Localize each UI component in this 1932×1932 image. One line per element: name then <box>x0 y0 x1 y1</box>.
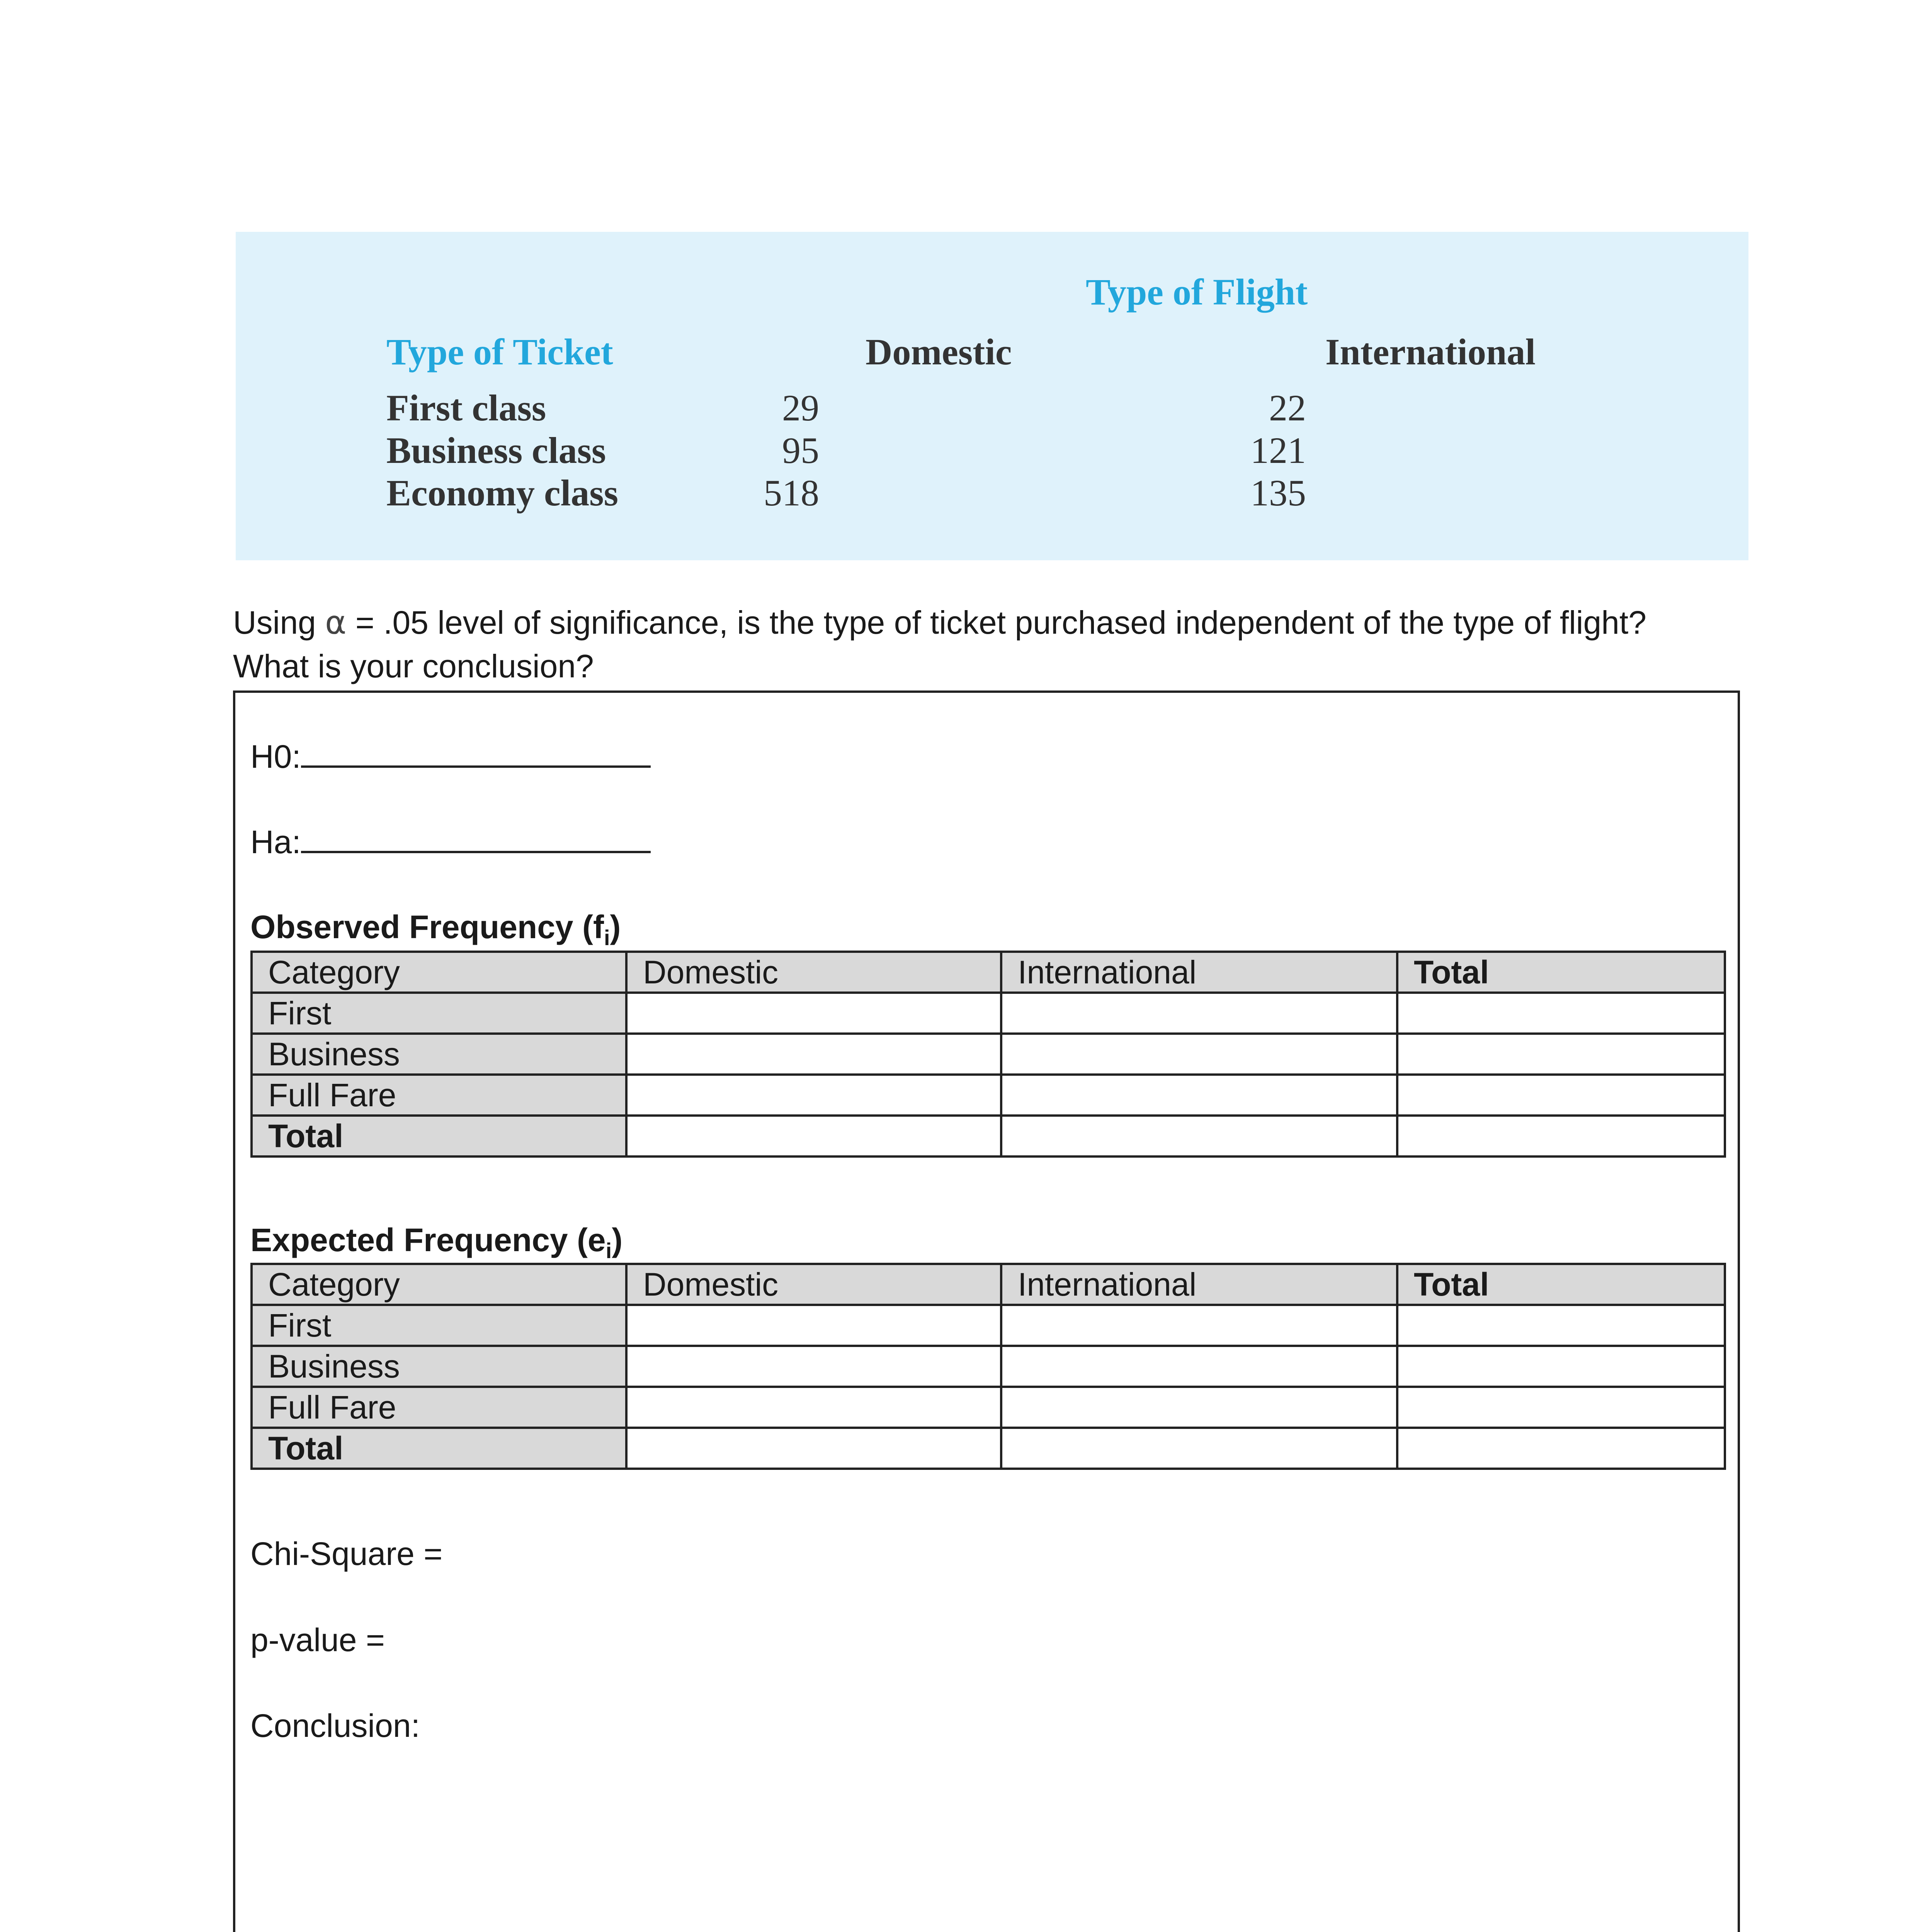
observed-title-text: Observed Frequency (f <box>250 909 604 945</box>
row-business: Business <box>252 1346 626 1387</box>
expected-close-paren: ) <box>612 1222 623 1258</box>
row-label-business-class: Business class <box>386 430 606 471</box>
observed-first-international-cell[interactable] <box>1001 993 1397 1034</box>
row-label-first-class: First class <box>386 387 546 429</box>
table-row <box>252 1346 1725 1387</box>
observed-fullfare-international-cell[interactable] <box>1001 1075 1397 1116</box>
observed-total-international-cell[interactable] <box>1001 1116 1397 1156</box>
expected-business-total-cell[interactable] <box>1397 1346 1725 1387</box>
row-label-economy-class: Economy class <box>386 472 618 514</box>
expected-total-international-cell[interactable] <box>1001 1428 1397 1469</box>
domestic-economy-value: 518 <box>764 472 819 514</box>
question-line-1 <box>233 601 1895 644</box>
ha-text: Ha: <box>250 824 301 860</box>
international-business-value: 121 <box>1250 430 1306 471</box>
row-first: First <box>252 1305 626 1346</box>
question-pre: Using <box>233 604 325 641</box>
row-total: Total <box>252 1428 626 1469</box>
observed-business-domestic-cell[interactable] <box>626 1034 1001 1075</box>
observed-close-paren: ) <box>610 909 621 945</box>
expected-first-international-cell[interactable] <box>1001 1305 1397 1346</box>
table-row <box>252 1305 1725 1346</box>
observed-total-total-cell[interactable] <box>1397 1116 1725 1156</box>
expected-fullfare-domestic-cell[interactable] <box>626 1387 1001 1428</box>
ha-blank[interactable] <box>301 824 651 853</box>
h0-blank[interactable] <box>301 738 651 768</box>
table-row <box>252 1387 1725 1428</box>
domestic-business-value: 95 <box>782 430 819 471</box>
observed-first-total-cell[interactable] <box>1397 993 1725 1034</box>
type-of-ticket-header: Type of Ticket <box>386 331 613 372</box>
conclusion-label: Conclusion: <box>250 1708 420 1744</box>
header-international: International <box>1001 952 1397 993</box>
observed-frequency-table <box>250 951 1726 1158</box>
alpha-symbol: α <box>325 604 347 641</box>
expected-business-international-cell[interactable] <box>1001 1346 1397 1387</box>
chi-square-label: Chi-Square = <box>250 1536 443 1572</box>
table-row <box>252 1034 1725 1075</box>
observed-subscript: i <box>604 925 610 950</box>
expected-subscript: i <box>605 1238 612 1263</box>
row-full-fare: Full Fare <box>252 1387 626 1428</box>
p-value-label: p-value = <box>250 1622 385 1658</box>
international-first-value: 22 <box>1269 387 1306 429</box>
expected-fullfare-international-cell[interactable] <box>1001 1387 1397 1428</box>
expected-fullfare-total-cell[interactable] <box>1397 1387 1725 1428</box>
observed-fullfare-total-cell[interactable] <box>1397 1075 1725 1116</box>
header-international: International <box>1001 1264 1397 1305</box>
table-row <box>252 952 1725 993</box>
table-row <box>252 1116 1725 1156</box>
expected-title-text: Expected Frequency (e <box>250 1222 606 1258</box>
row-total: Total <box>252 1116 626 1156</box>
flight-data-box <box>236 232 1748 560</box>
header-category: Category <box>252 1264 626 1305</box>
header-domestic: Domestic <box>626 952 1001 993</box>
observed-business-international-cell[interactable] <box>1001 1034 1397 1075</box>
question-post: = .05 level of significance, is the type of ticket purchased independent of the type of flight? <box>346 604 1646 641</box>
header-domestic: Domestic <box>626 1264 1001 1305</box>
header-category: Category <box>252 952 626 993</box>
international-economy-value: 135 <box>1250 472 1306 514</box>
header-total: Total <box>1397 1264 1725 1305</box>
international-header: International <box>1325 331 1536 372</box>
observed-first-domestic-cell[interactable] <box>626 993 1001 1034</box>
observed-fullfare-domestic-cell[interactable] <box>626 1075 1001 1116</box>
table-row <box>252 1075 1725 1116</box>
domestic-first-value: 29 <box>782 387 819 429</box>
expected-total-domestic-cell[interactable] <box>626 1428 1001 1469</box>
observed-business-total-cell[interactable] <box>1397 1034 1725 1075</box>
table-row <box>252 1428 1725 1469</box>
table-row <box>252 1264 1725 1305</box>
type-of-flight-header: Type of Flight <box>1086 271 1308 313</box>
row-business: Business <box>252 1034 626 1075</box>
row-first: First <box>252 993 626 1034</box>
domestic-header: Domestic <box>866 331 1012 372</box>
expected-total-total-cell[interactable] <box>1397 1428 1725 1469</box>
expected-first-domestic-cell[interactable] <box>626 1305 1001 1346</box>
ha-label <box>250 820 651 864</box>
expected-business-domestic-cell[interactable] <box>626 1346 1001 1387</box>
expected-frequency-table <box>250 1263 1726 1470</box>
expected-first-total-cell[interactable] <box>1397 1305 1725 1346</box>
question-line-2: What is your conclusion? <box>233 648 594 684</box>
observed-total-domestic-cell[interactable] <box>626 1116 1001 1156</box>
table-row <box>252 993 1725 1034</box>
row-full-fare: Full Fare <box>252 1075 626 1116</box>
header-total: Total <box>1397 952 1725 993</box>
h0-label <box>250 735 651 778</box>
h0-text: H0: <box>250 738 301 775</box>
